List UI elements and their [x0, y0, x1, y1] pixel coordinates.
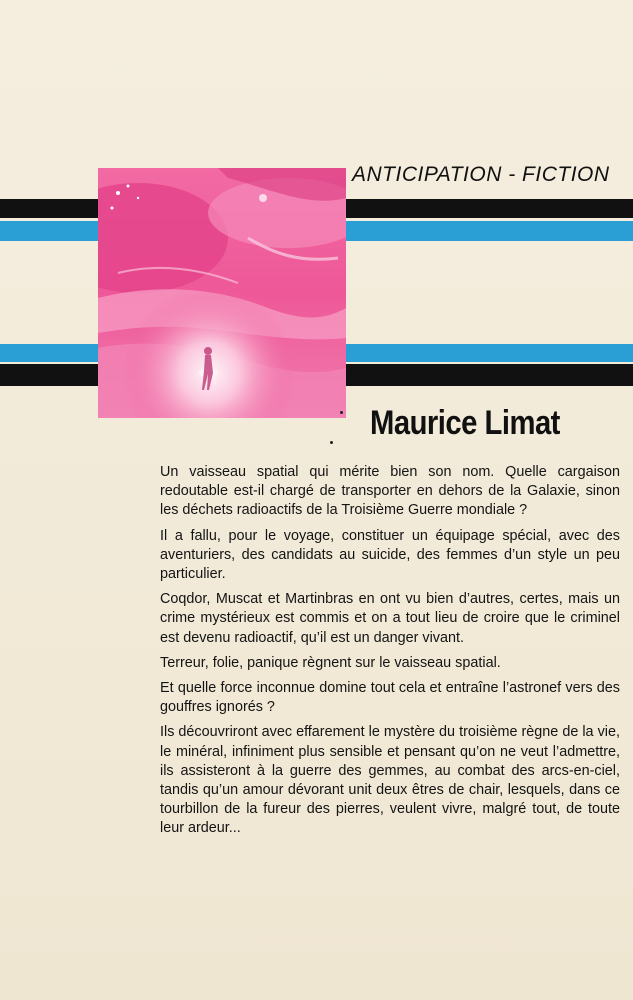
cover-illustration: [98, 168, 346, 418]
blurb-paragraph: Terreur, folie, panique règnent sur le vaisseau spatial.: [160, 654, 501, 671]
blurb-paragraph: Et quelle force inconnue domine tout cela et entraîne l’astronef vers des gouffres ignorés ?: [160, 680, 620, 716]
blurb-paragraph: Ils découvriront avec effarement le mystère du troisième règne de la vie, le minéral, infiniment plus sensible et pensant qu’on ne veut l’admettre, ils assisteront à la guerre des gemmes, au combat des arcs-en-ciel, tandis qu’un amour dévorant unit deux êtres de chair, lesquels, dans ce tourbillon de la fureur des pierres, veulent vivre, malgré tout, de toute leur ardeur...: [160, 724, 620, 837]
series-title: ANTICIPATION - FICTION: [352, 163, 610, 186]
blurb-paragraph: Un vaisseau spatial qui mérite bien son nom. Quelle cargaison redoutable est-il chargé de transporter en dehors de la Galaxie, sinon les déchets radioactifs de la Troisième Guerre mondiale ?: [160, 464, 620, 519]
author-name: Maurice Limat: [370, 404, 560, 442]
blurb-paragraph: Coqdor, Muscat et Martinbras en ont vu bien d’autres, certes, mais un crime mystérieux est commis et on a tout lieu de croire que le criminel est devenu radioactif, qu’il est un danger vivant.: [160, 591, 620, 646]
ink-speck: [330, 441, 333, 444]
blurb-text: [160, 463, 620, 845]
blurb-paragraph: Il a fallu, pour le voyage, constituer un équipage spécial, avec des aventuriers, des candidats au suicide, des femmes d’un style un peu particulier.: [160, 527, 620, 583]
ink-speck: [340, 411, 343, 414]
